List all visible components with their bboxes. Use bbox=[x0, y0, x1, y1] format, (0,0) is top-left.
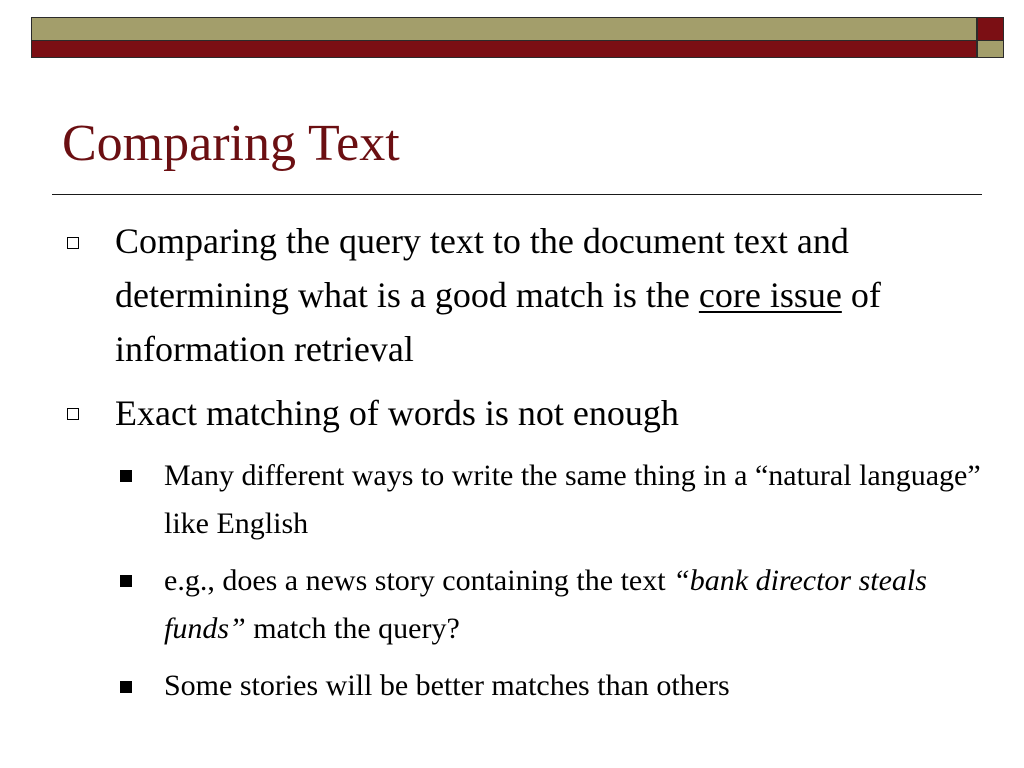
slide-title: Comparing Text bbox=[62, 115, 400, 172]
hollow-square-bullet-icon bbox=[67, 408, 79, 420]
hollow-square-bullet-icon bbox=[67, 237, 79, 249]
underlined-phrase: core issue bbox=[698, 275, 842, 315]
italic-quote: “bank director steals funds” bbox=[164, 564, 927, 645]
sub-bullet-text: e.g., does a news story containing the text bbox=[164, 564, 674, 597]
filled-square-bullet-icon bbox=[120, 575, 132, 587]
bullet-item-exact-matching: Exact matching of words is not enough bbox=[115, 393, 679, 433]
bullet-text: Comparing the query text to the document text and determining what is a good match is the bbox=[115, 221, 849, 315]
bullet-text: of information retrieval bbox=[115, 275, 881, 369]
filled-square-bullet-icon bbox=[120, 470, 132, 482]
filled-square-bullet-icon bbox=[120, 681, 132, 693]
sub-bullet-item-example bbox=[164, 557, 984, 653]
sub-bullet-item-better-matches: Some stories will be better matches than others bbox=[164, 669, 730, 702]
sub-bullet-item-natural-language: Many different ways to write the same thing in a “natural language” like English bbox=[164, 459, 981, 540]
bullet-item-core-issue bbox=[115, 214, 975, 376]
sub-bullet-text: match the query? bbox=[245, 612, 460, 645]
